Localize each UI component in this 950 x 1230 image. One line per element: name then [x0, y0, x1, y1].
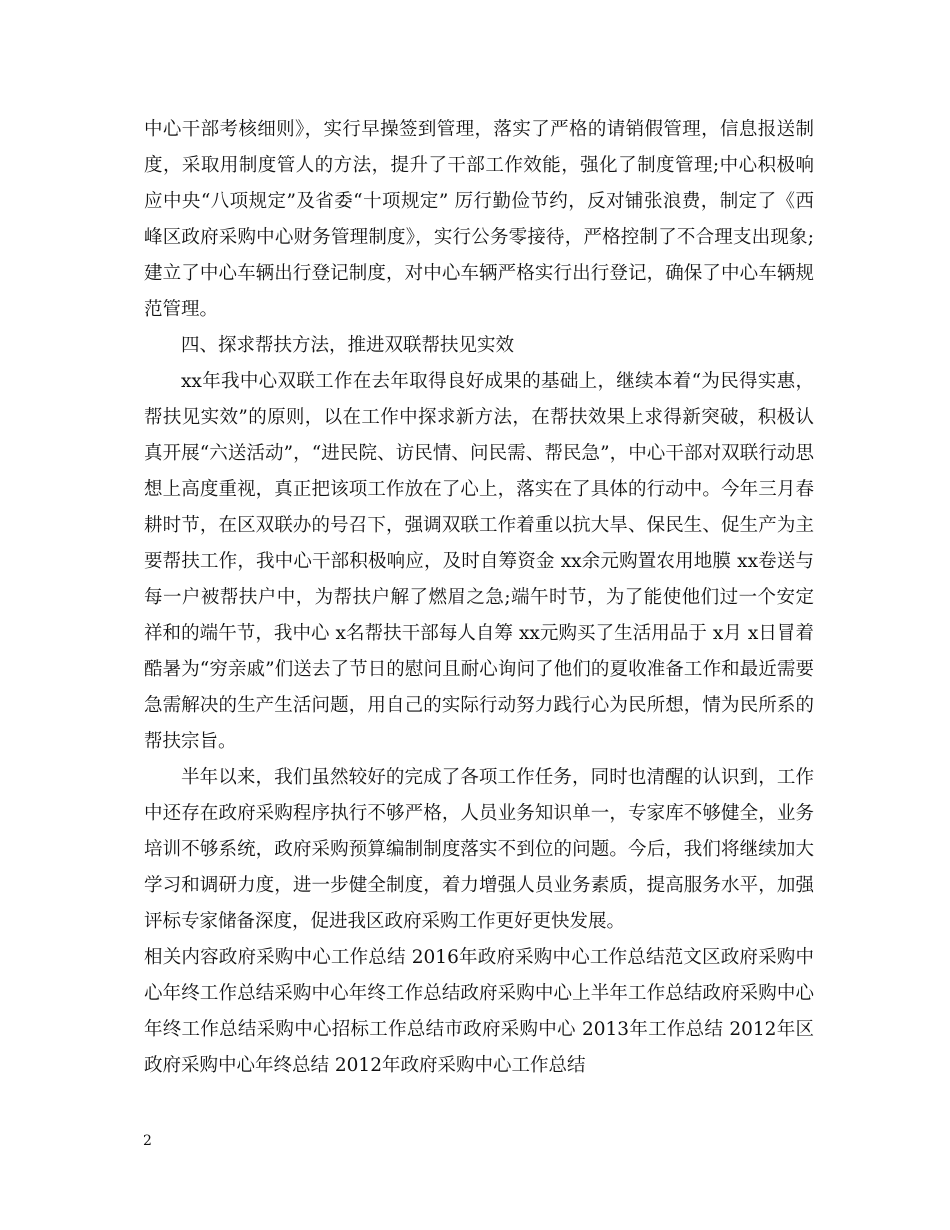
paragraph-management-rules: 中心干部考核细则》，实行早操签到管理，落实了严格的请销假管理，信息报送制度，采取用制度管人的方法，提升了干部工作效能，强化了制度管理;中心积极响应中央“八项规定”及省委“十项规定” 厉行勤俭节约，反对铺张浪费，制定了《西峰区政府采购中心财务管理制度》，实行公务零接待，严格控制了不合理支出现象;建立了中心车辆出行登记制度，对中心车辆严格实行出行登记，确保了中心车辆规范管理。: [144, 119, 814, 320]
section-heading-four: 四、探求帮扶方法，推进双联帮扶见实效: [181, 335, 515, 356]
related-content: 相关内容政府采购中心工作总结 2016年政府采购中心工作总结范文区政府采购中心年终工作总结采购中心年终工作总结政府采购中心上半年工作总结政府采购中心年终工作总结采购中心招标工作总结市政府采购中心 2013年工作总结 2012年区政府采购中心年终总结 2012年政府采购中心工作总结: [144, 947, 814, 1076]
page-number: 2: [143, 1133, 152, 1149]
paragraph-summary: 半年以来，我们虽然较好的完成了各项工作任务，同时也清醒的认识到，工作中还存在政府采购程序执行不够严格，人员业务知识单一，专家库不够健全，业务培训不够系统，政府采购预算编制制度落实不到位的问题。今后，我们将继续加大学习和调研力度，进一步健全制度，着力增强人员业务素质，提高服务水平，加强评标专家储备深度，促进我区政府采购工作更好更快发展。: [144, 767, 814, 932]
document-body: [144, 112, 814, 1084]
paragraph-shuanglian-work: xx年我中心双联工作在去年取得良好成果的基础上，继续本着“为民得实惠，帮扶见实效”的原则，以在工作中探求新方法，在帮扶效果上求得新突破，积极认真开展“六送活动”，“进民院、访民情、问民需、帮民急”，中心干部对双联行动思想上高度重视，真正把该项工作放在了心上，落实在了具体的行动中。今年三月春耕时节，在区双联办的号召下，强调双联工作着重以抗大旱、保民生、促生产为主要帮扶工作，我中心干部积极响应，及时自筹资金 xx余元购置农用地膜 xx卷送与每一户被帮扶户中，为帮扶户解了燃眉之急;端午时节，为了能使他们过一个安定祥和的端午节，我中心 x名帮扶干部每人自筹 xx元购买了生活用品于 x月 x日冒着酷暑为“穷亲戚”们送去了节日的慰问且耐心询问了他们的夏收准备工作和最近需要急需解决的生产生活问题，用自己的实际行动努力践行心为民所想，情为民所系的帮扶宗旨。: [144, 371, 814, 752]
